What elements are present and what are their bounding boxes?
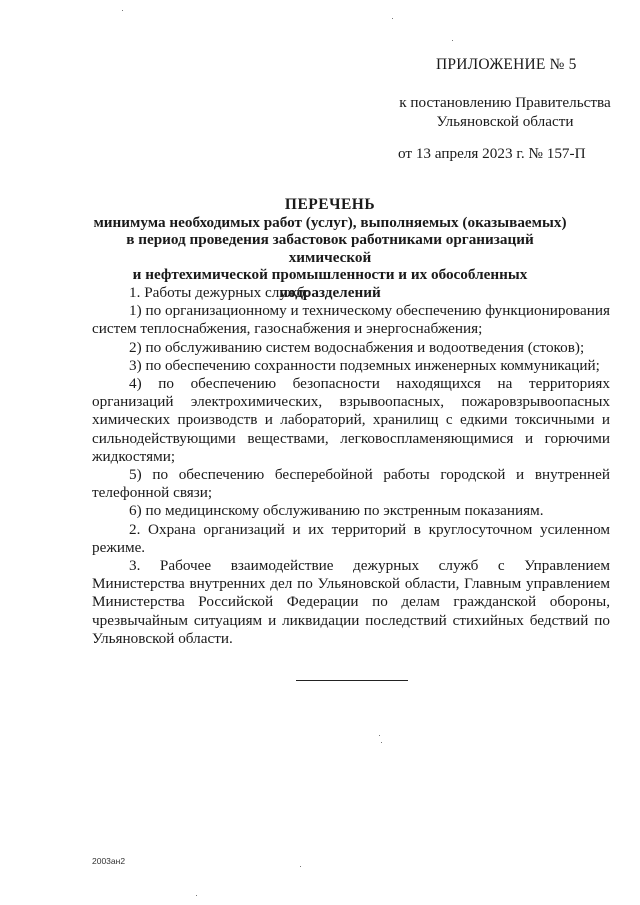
- appendix-date-number: от 13 апреля 2023 г. № 157-П: [398, 145, 586, 162]
- scan-speck: [379, 735, 380, 736]
- list-item: 3. Рабочее взаимодействие дежурных служб с Управлением Министерства внутренних дел по Ульяновской области, Главным управлением Министерства Российской Федерации по делам гражданской обороны, чрезвычайным ситуациям и ликвидации последствий стихийных бедствий по Ульяновской области.: [92, 557, 610, 647]
- list-item: 2) по обслуживанию систем водоснабжения и водоотведения (стоков);: [129, 338, 585, 356]
- scan-speck: [392, 18, 393, 19]
- appendix-reference-line: Ульяновской области: [436, 113, 574, 130]
- scan-speck: [452, 40, 453, 41]
- appendix-reference-line: к постановлению Правительства: [399, 94, 611, 111]
- separator-line: [296, 680, 408, 681]
- list-item: 1. Работы дежурных служб:: [129, 284, 309, 301]
- list-item: 3) по обеспечению сохранности подземных инженерных коммуникаций;: [129, 356, 600, 374]
- document-body: [92, 284, 610, 648]
- list-item: 6) по медицинскому обслуживанию по экстренным показаниям.: [129, 502, 544, 520]
- title-line: в период проведения забастовок работниками организаций химической: [126, 231, 534, 266]
- scan-speck: [300, 866, 301, 867]
- appendix-reference: [395, 93, 615, 131]
- title-line: и нефтехимической промышленности и их обособленных подразделений: [132, 266, 528, 301]
- scan-speck: [122, 10, 123, 11]
- list-item: 4) по обеспечению безопасности находящихся на территориях организаций электрохимических, взрывоопасных, пожаровзрывоопасных химических производств и лабораторий, хранилищ с едкими токсичными и сильнодействующими веществами, легковоспламеняющимися и горючими жидкостями;: [92, 375, 610, 465]
- list-item: 5) по обеспечению бесперебойной работы городской и внутренней телефонной связи;: [92, 466, 610, 502]
- scan-speck: [381, 742, 382, 743]
- scan-speck: [196, 895, 197, 896]
- appendix-title: ПРИЛОЖЕНИЕ № 5: [436, 56, 577, 73]
- title-main: ПЕРЕЧЕНЬ: [284, 196, 376, 213]
- list-item: 1) по организационному и техническому обеспечению функционирования систем теплоснабжения, газоснабжения и энергоснабжения;: [92, 302, 610, 338]
- list-item: 2. Охрана организаций и их территорий в круглосуточном усиленном режиме.: [92, 520, 610, 556]
- title-line: минимума необходимых работ (услуг), выполняемых (оказываемых): [93, 213, 567, 231]
- footer-code: 2003ан2: [92, 856, 126, 866]
